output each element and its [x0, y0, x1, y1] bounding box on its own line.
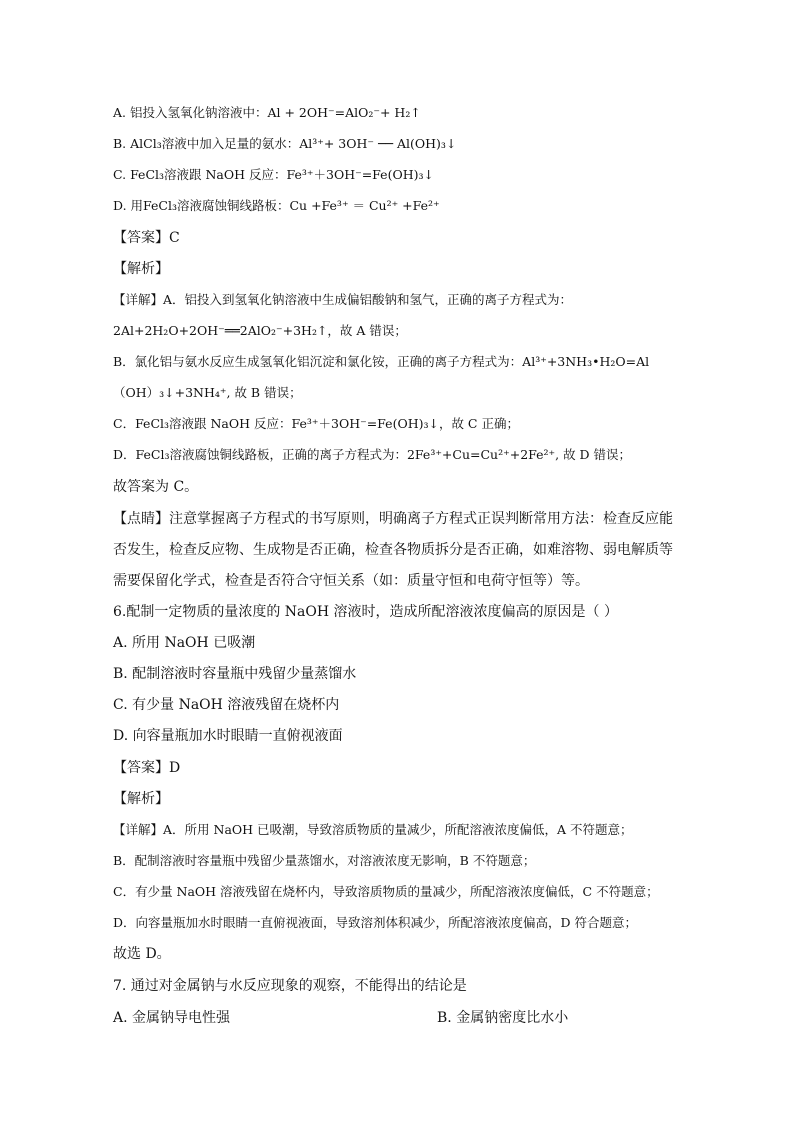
q6-option-b: B. 配制溶液时容量瓶中残留少量蒸馏水 — [113, 666, 357, 682]
q5-option-d: D. 用FeCl₃溶液腐蚀铜线路板：Cu +Fe³⁺ ＝ Cu²⁺ +Fe²⁺ — [113, 198, 440, 213]
q6-analysis-heading: 【解析】 — [113, 791, 169, 807]
q5-analysis-heading: 【解析】 — [113, 261, 169, 277]
q7-stem: 7. 通过对金属钠与水反应现象的观察，不能得出的结论是 — [113, 978, 467, 994]
q5-tip-line: 需要保留化学式，检查是否符合守恒关系（如：质量守恒和电荷守恒等）等。 — [113, 573, 589, 589]
q6-detail-line: B．配制溶液时容量瓶中残留少量蒸馏水，对溶液浓度无影响，B 不符题意； — [113, 853, 536, 868]
q5-option-a: A. 铝投入氢氧化钠溶液中：Al + 2OH⁻=AlO₂⁻+ H₂↑ — [113, 105, 421, 120]
q6-answer: 【答案】D — [113, 760, 181, 776]
q6-option-d: D. 向容量瓶加水时眼睛一直俯视液面 — [113, 728, 343, 744]
q5-detail-line: （OH）₃↓+3NH₄⁺, 故 B 错误； — [113, 385, 302, 400]
q6-option-c: C. 有少量 NaOH 溶液残留在烧杯内 — [113, 697, 340, 713]
q6-conclusion: 故选 D。 — [113, 946, 171, 962]
q5-tip-line: 【点睛】注意掌握离子方程式的书写原则，明确离子方程式正误判断常用方法：检查反应能 — [113, 511, 673, 527]
q6-detail-line: C．有少量 NaOH 溶液残留在烧杯内，导致溶质物质的量减少，所配溶液浓度偏低，C 不符题意； — [113, 884, 659, 899]
q7-option-a: A. 金属钠导电性强 — [113, 1010, 231, 1026]
q7-option-b: B. 金属钠密度比水小 — [437, 1010, 569, 1026]
q6-stem: 6.配制一定物质的量浓度的 NaOH 溶液时，造成所配溶液浓度偏高的原因是（ ） — [113, 604, 618, 620]
q5-option-c: C. FeCl₃溶液跟 NaOH 反应：Fe³⁺＋3OH⁻=Fe(OH)₃↓ — [113, 167, 434, 182]
q5-conclusion: 故答案为 C。 — [113, 479, 199, 495]
q5-answer: 【答案】C — [113, 230, 180, 246]
q5-detail-line: 【详解】A．铝投入到氢氧化钠溶液中生成偏铝酸钠和氢气，正确的离子方程式为： — [113, 292, 573, 307]
q5-detail-line: 2Al+2H₂O+2OH⁻══2AlO₂⁻+3H₂↑，故 A 错误； — [113, 323, 407, 338]
q6-option-a: A. 所用 NaOH 已吸潮 — [113, 635, 256, 651]
q5-option-b: B. AlCl₃溶液中加入足量的氨水：Al³⁺+ 3OH⁻ ── Al(OH)₃↓ — [113, 136, 457, 151]
q5-tip-line: 否发生，检查反应物、生成物是否正确，检查各物质拆分是否正确，如难溶物、弱电解质等 — [113, 542, 673, 558]
q5-detail-line: B．氯化铝与氨水反应生成氢氧化铝沉淀和氯化铵，正确的离子方程式为：Al³⁺+3NH₃•H₂O=Al — [113, 354, 650, 369]
q5-detail-line: C．FeCl₃溶液跟 NaOH 反应：Fe³⁺＋3OH⁻=Fe(OH)₃↓，故 C 正确； — [113, 416, 519, 431]
q5-detail-line: D．FeCl₃溶液腐蚀铜线路板，正确的离子方程式为：2Fe³⁺+Cu=Cu²⁺+2Fe²⁺, 故 D 错误； — [113, 447, 632, 462]
q6-detail-line: D．向容量瓶加水时眼睛一直俯视液面，导致溶剂体积减少，所配溶液浓度偏高，D 符合题意； — [113, 915, 638, 930]
q6-detail-line: 【详解】A．所用 NaOH 已吸潮，导致溶质物质的量减少，所配溶液浓度偏低，A 不符题意； — [113, 822, 633, 837]
